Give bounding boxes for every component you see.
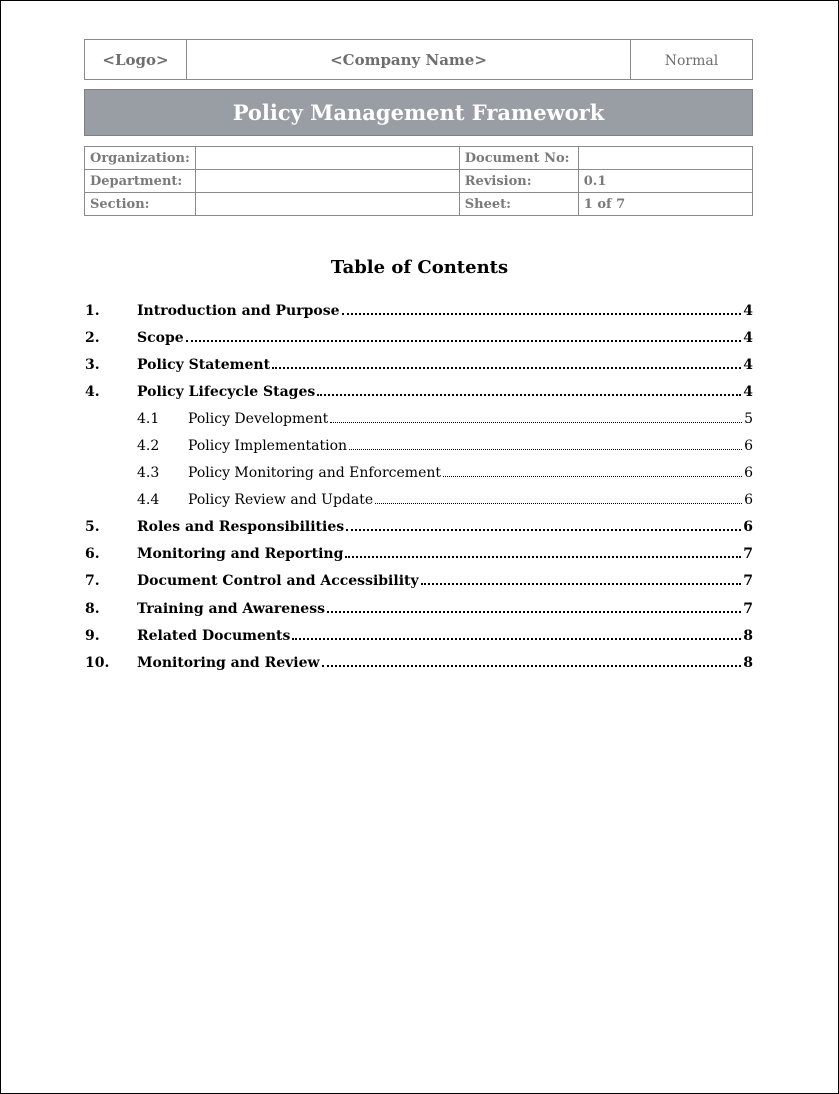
sheet-label: Sheet: — [459, 193, 578, 216]
department-value — [195, 170, 459, 193]
revision-value: 0.1 — [578, 170, 752, 193]
toc-entry-page: 6 — [743, 519, 753, 536]
toc-entry-text: Training and Awareness — [137, 600, 325, 617]
toc-entry-text: Policy Lifecycle Stages — [137, 383, 316, 400]
toc-entry-number: 7. — [85, 573, 100, 590]
style-label: Normal — [664, 52, 719, 69]
toc-leader-dots — [443, 475, 742, 477]
toc-leader-dots — [342, 312, 742, 315]
toc-entry-number: 5. — [85, 519, 100, 536]
toc-entry[interactable] — [85, 351, 753, 378]
toc-entry-page: 4 — [743, 383, 753, 400]
toc-leader-dots — [421, 582, 742, 585]
toc-entry-text: Roles and Responsibilities — [137, 519, 345, 536]
toc-entry-page: 8 — [743, 627, 753, 644]
toc-entry-text: Scope — [137, 329, 184, 346]
toc-entry-number: 4. — [85, 383, 100, 400]
toc-entry[interactable] — [85, 568, 753, 595]
document-no-value — [578, 147, 752, 170]
toc-leader-dots — [186, 339, 742, 342]
toc-entry-text: Monitoring and Reporting — [137, 546, 344, 563]
document-info-table — [84, 146, 753, 216]
toc-subentry[interactable] — [85, 432, 753, 459]
toc-leader-dots — [345, 555, 741, 558]
organization-label: Organization: — [85, 147, 196, 170]
toc-subentry[interactable] — [85, 405, 753, 432]
toc-entry-page: 4 — [743, 356, 753, 373]
info-row — [85, 147, 753, 170]
section-label: Section: — [85, 193, 196, 216]
toc-entry-page: 7 — [743, 573, 753, 590]
toc-entry-page: 6 — [744, 492, 753, 509]
toc-entry-page: 8 — [743, 654, 753, 671]
toc-entry[interactable] — [85, 541, 753, 568]
company-name: <Company Name> — [187, 40, 631, 79]
toc-entry-page: 6 — [744, 465, 753, 482]
toc-entry[interactable] — [85, 622, 753, 649]
toc-entry-text: Related Documents — [137, 627, 291, 644]
organization-value — [195, 147, 459, 170]
revision-label: Revision: — [459, 170, 578, 193]
toc-entry-text: Document Control and Accessibility — [137, 573, 419, 590]
toc-entry-page: 4 — [743, 329, 753, 346]
logo-placeholder: <Logo> — [85, 40, 187, 79]
toc-entry-number: 8. — [85, 600, 100, 617]
toc-entry[interactable] — [85, 595, 753, 622]
toc-leader-dots — [330, 421, 742, 423]
toc-entry-text: Policy Statement — [137, 356, 271, 373]
toc-leader-dots — [346, 528, 741, 531]
toc-entry-number: 3. — [85, 356, 100, 373]
toc-entry-text: Monitoring and Review — [137, 654, 320, 671]
toc-entry-page: 7 — [743, 600, 753, 617]
department-label: Department: — [85, 170, 196, 193]
toc-entry[interactable] — [85, 297, 753, 324]
toc-title: Table of Contents — [330, 257, 509, 278]
toc-entry-number: 10. — [85, 654, 110, 671]
document-header — [84, 39, 753, 80]
toc-entry-number: 4.3 — [137, 465, 160, 482]
toc-leader-dots — [322, 664, 742, 667]
toc-entry-page: 4 — [743, 302, 753, 319]
toc-entry-number: 4.1 — [137, 410, 160, 427]
toc-entry[interactable] — [85, 514, 753, 541]
table-of-contents — [85, 297, 753, 676]
toc-leader-dots — [317, 393, 741, 396]
toc-entry-text: Policy Development — [188, 410, 329, 427]
toc-entry-number: 4.4 — [137, 492, 160, 509]
toc-subentry[interactable] — [85, 487, 753, 514]
info-row — [85, 193, 753, 216]
toc-leader-dots — [375, 502, 742, 504]
toc-subentry[interactable] — [85, 460, 753, 487]
toc-entry[interactable] — [85, 378, 753, 405]
toc-entry-text: Policy Monitoring and Enforcement — [188, 465, 441, 482]
toc-entry-text: Introduction and Purpose — [137, 302, 340, 319]
toc-entry-text: Policy Implementation — [188, 438, 348, 455]
toc-entry-number: 4.2 — [137, 438, 160, 455]
toc-leader-dots — [349, 448, 742, 450]
sheet-value: 1 of 7 — [578, 193, 752, 216]
toc-leader-dots — [327, 610, 741, 613]
section-value — [195, 193, 459, 216]
toc-leader-dots — [292, 637, 741, 640]
document-title: Policy Management Framework — [84, 89, 753, 136]
toc-entry-page: 5 — [744, 410, 753, 427]
toc-entry-number: 2. — [85, 329, 100, 346]
toc-entry-number: 1. — [85, 302, 100, 319]
toc-entry-number: 6. — [85, 546, 100, 563]
info-row — [85, 170, 753, 193]
toc-entry-number: 9. — [85, 627, 100, 644]
toc-leader-dots — [272, 366, 741, 369]
toc-entry[interactable] — [85, 324, 753, 351]
toc-entry-page: 6 — [744, 438, 753, 455]
toc-entry[interactable] — [85, 649, 753, 676]
toc-entry-page: 7 — [743, 546, 753, 563]
document-no-label: Document No: — [459, 147, 578, 170]
toc-entry-text: Policy Review and Update — [188, 492, 374, 509]
